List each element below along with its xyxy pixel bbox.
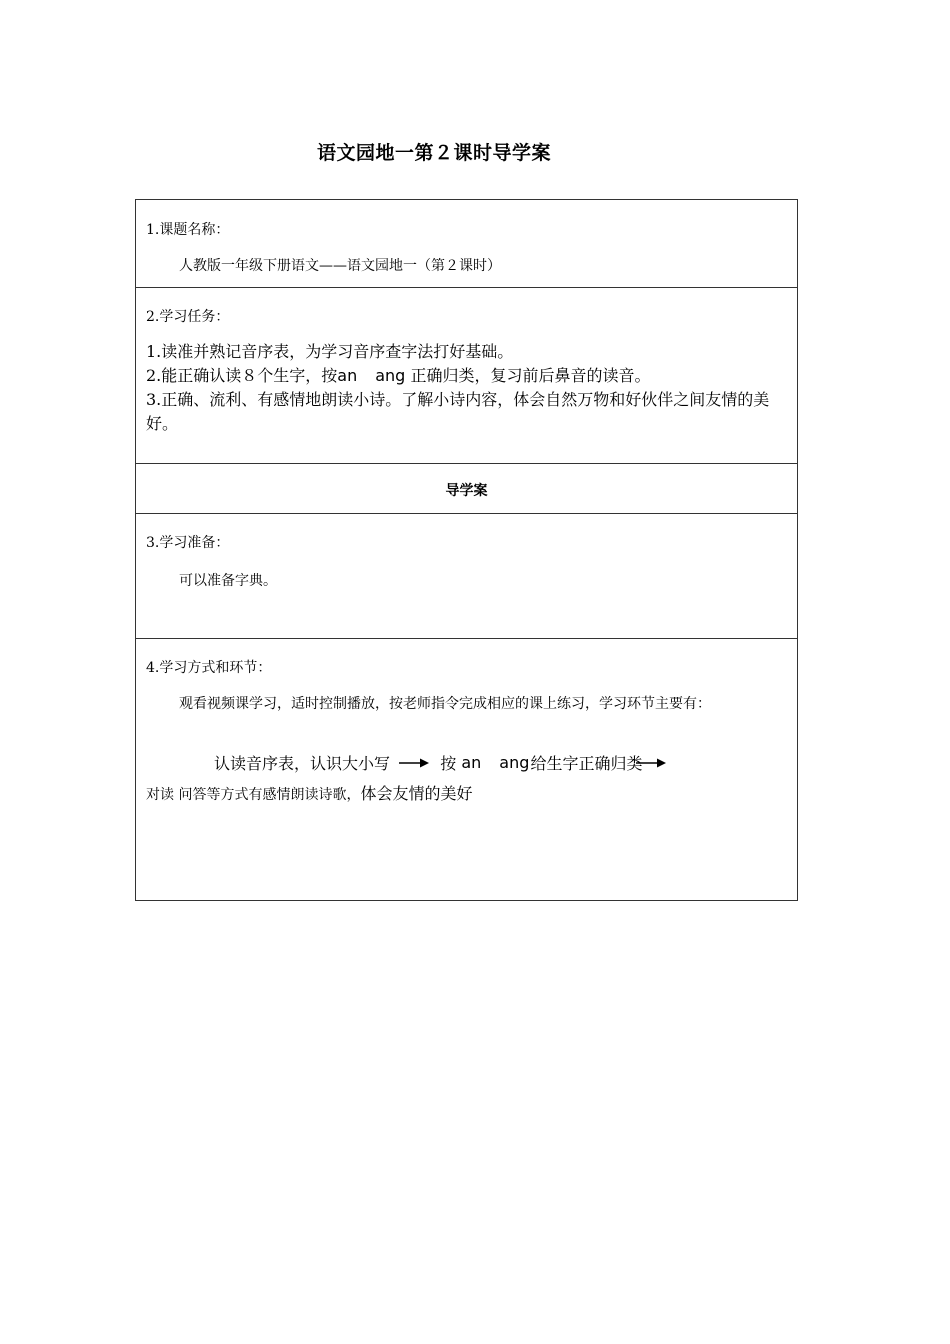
document-title: 语文园地一第２课时导学案 <box>316 142 551 164</box>
method-label: 4.学习方式和环节： <box>146 660 272 676</box>
task-item-3: 3.正确、流利、有感情地朗读小诗。了解小诗内容，体会自然万物和好伙伴之间友情的美好。 <box>146 390 770 433</box>
flow-steps <box>214 751 672 774</box>
task-item-2-text-a: 2.能正确认读８个生字，按 <box>146 366 338 385</box>
preparation-label: 3.学习准备： <box>146 535 230 551</box>
preparation-row <box>136 514 797 639</box>
flow-step-2-ang: ang <box>499 753 530 772</box>
topic-label: 1.课题名称： <box>146 222 230 238</box>
guide-heading: 导学案 <box>445 483 488 499</box>
flow-step-1: 认读音序表，认识大小写 <box>214 754 391 773</box>
arrow-right-icon <box>399 757 429 769</box>
method-row <box>136 639 797 900</box>
flow-step-3-text-a: 对读 问答等方式有感情朗读诗歌， <box>146 787 361 803</box>
lesson-plan-table <box>135 199 798 901</box>
task-item-2-ang: ang <box>375 366 406 385</box>
flow-step-3-text-b: 体会友情的美好 <box>360 784 473 803</box>
topic-content: 人教版一年级下册语文——语文园地一（第２课时） <box>179 258 501 274</box>
flow-steps-continued <box>146 781 472 804</box>
method-paragraph: 观看视频课学习，适时控制播放，按老师指令完成相应的课上练习，学习环节主要有： <box>179 696 711 712</box>
arrow-right-icon <box>636 757 666 769</box>
flow-step-2-an: an <box>461 753 482 772</box>
flow-step-2-text-a: 按 <box>440 754 457 773</box>
topic-row <box>136 200 797 288</box>
task-list <box>146 340 789 436</box>
guide-heading-row <box>136 464 797 514</box>
task-item-2-an: an <box>337 366 358 385</box>
flow-step-2-text-b: 给生字正确归类 <box>530 754 643 773</box>
task-item-2-text-b: 正确归类，复习前后鼻音的读音。 <box>410 366 651 385</box>
task-item-2 <box>146 364 789 388</box>
tasks-row <box>136 288 797 464</box>
preparation-content: 可以准备字典。 <box>179 573 277 589</box>
task-item-1: 1.读准并熟记音序表，为学习音序查字法打好基础。 <box>146 342 514 361</box>
tasks-label: 2.学习任务： <box>146 309 230 325</box>
